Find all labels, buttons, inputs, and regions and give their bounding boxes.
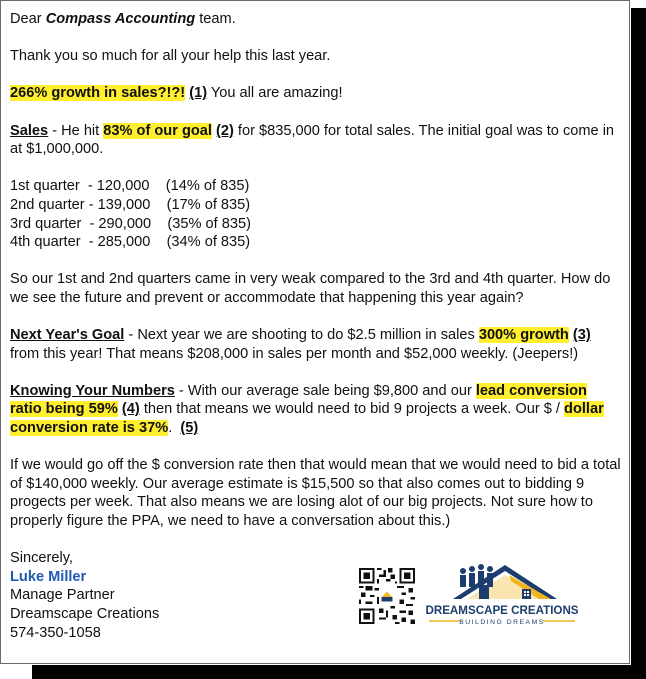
page-shadow-bottom	[32, 665, 646, 679]
ref-5: (5)	[180, 420, 199, 437]
quarter-line: 2nd quarter - 139,000 (17% of 835)	[10, 196, 251, 213]
letter-body	[10, 10, 622, 642]
company-name: Compass Accounting	[45, 11, 196, 27]
growth-highlight: 266% growth in sales?!?!	[10, 85, 186, 102]
weak-quarters-paragraph: So our 1st and 2nd quarters came in very weak compared to the 3rd and 4th quarter. How do we see the future and prevent or accommodate that happening this year again?	[10, 271, 611, 306]
numbers-heading: Knowing Your Numbers	[10, 382, 175, 399]
dreamscape-logo	[425, 561, 579, 631]
sales-paragraph: Sales - He hit 83% of our goal (2) for $835,000 for total sales. The initial goal was to come in at $1,000,000.	[10, 122, 615, 158]
numbers-paragraph: Knowing Your Numbers - With our average sale being $9,800 and our lead conversion ratio being 59% (4) then that means we would need to bid 9 projects a week. Our $ / dollar conversion rate is 37%. (5)	[10, 382, 604, 437]
next-year-heading: Next Year's Goal	[10, 327, 125, 344]
ref-1: (1)	[189, 85, 208, 102]
sales-heading: Sales	[10, 122, 49, 139]
next-year-paragraph: Next Year's Goal - Next year we are shooting to do $2.5 million in sales 300% growth (3) from this year! That means $208,000 in sales per month and $52,000 weekly. (Jeepers!)	[10, 327, 591, 362]
ref-4: (4)	[121, 401, 140, 418]
greeting: Dear Compass Accounting team.	[10, 11, 236, 27]
closing: Sincerely,	[10, 550, 73, 567]
conversion-paragraph: If we would go off the $ conversion rate then that would mean that we would need to bid a total of $140,000 weekly. Our average estimate is $15,500 so that also comes out to bidding 9 progects per week. That also means we are losing alot of our big projects. Not sure how to properly figure the PPA, we need to have a conversation about this.)	[10, 457, 621, 530]
ref-3: (3)	[572, 327, 591, 344]
signer-title: Manage Partner	[10, 587, 115, 604]
logo-tagline: BUILDING DREAMS	[459, 619, 545, 626]
signer-phone: 574-350-1058	[10, 624, 101, 641]
qr-code-icon	[359, 568, 415, 624]
page-shadow-right	[631, 8, 646, 679]
dollar-conversion-highlight: dollar conversion rate is 37%	[10, 401, 604, 437]
signer-company: Dreamscape Creations	[10, 606, 160, 622]
next-year-highlight: 300% growth	[478, 327, 569, 344]
growth-line: 266% growth in sales?!?! (1) You all are amazing!	[10, 85, 343, 102]
logo-title: DREAMSCAPE CREATIONS	[425, 604, 579, 617]
signer-name: Luke Miller	[10, 568, 87, 585]
sales-highlight: 83% of our goal	[103, 122, 212, 139]
ref-2: (2)	[216, 122, 234, 139]
quarter-line: 3rd quarter - 290,000 (35% of 835)	[10, 215, 251, 232]
lead-conversion-highlight: lead conversion ratio being 59%	[10, 382, 587, 418]
thanks-line: Thank you so much for all your help this last year.	[10, 48, 331, 65]
quarter-line: 4th quarter - 285,000 (34% of 835)	[10, 234, 251, 251]
quarter-line: 1st quarter - 120,000 (14% of 835)	[10, 178, 250, 195]
